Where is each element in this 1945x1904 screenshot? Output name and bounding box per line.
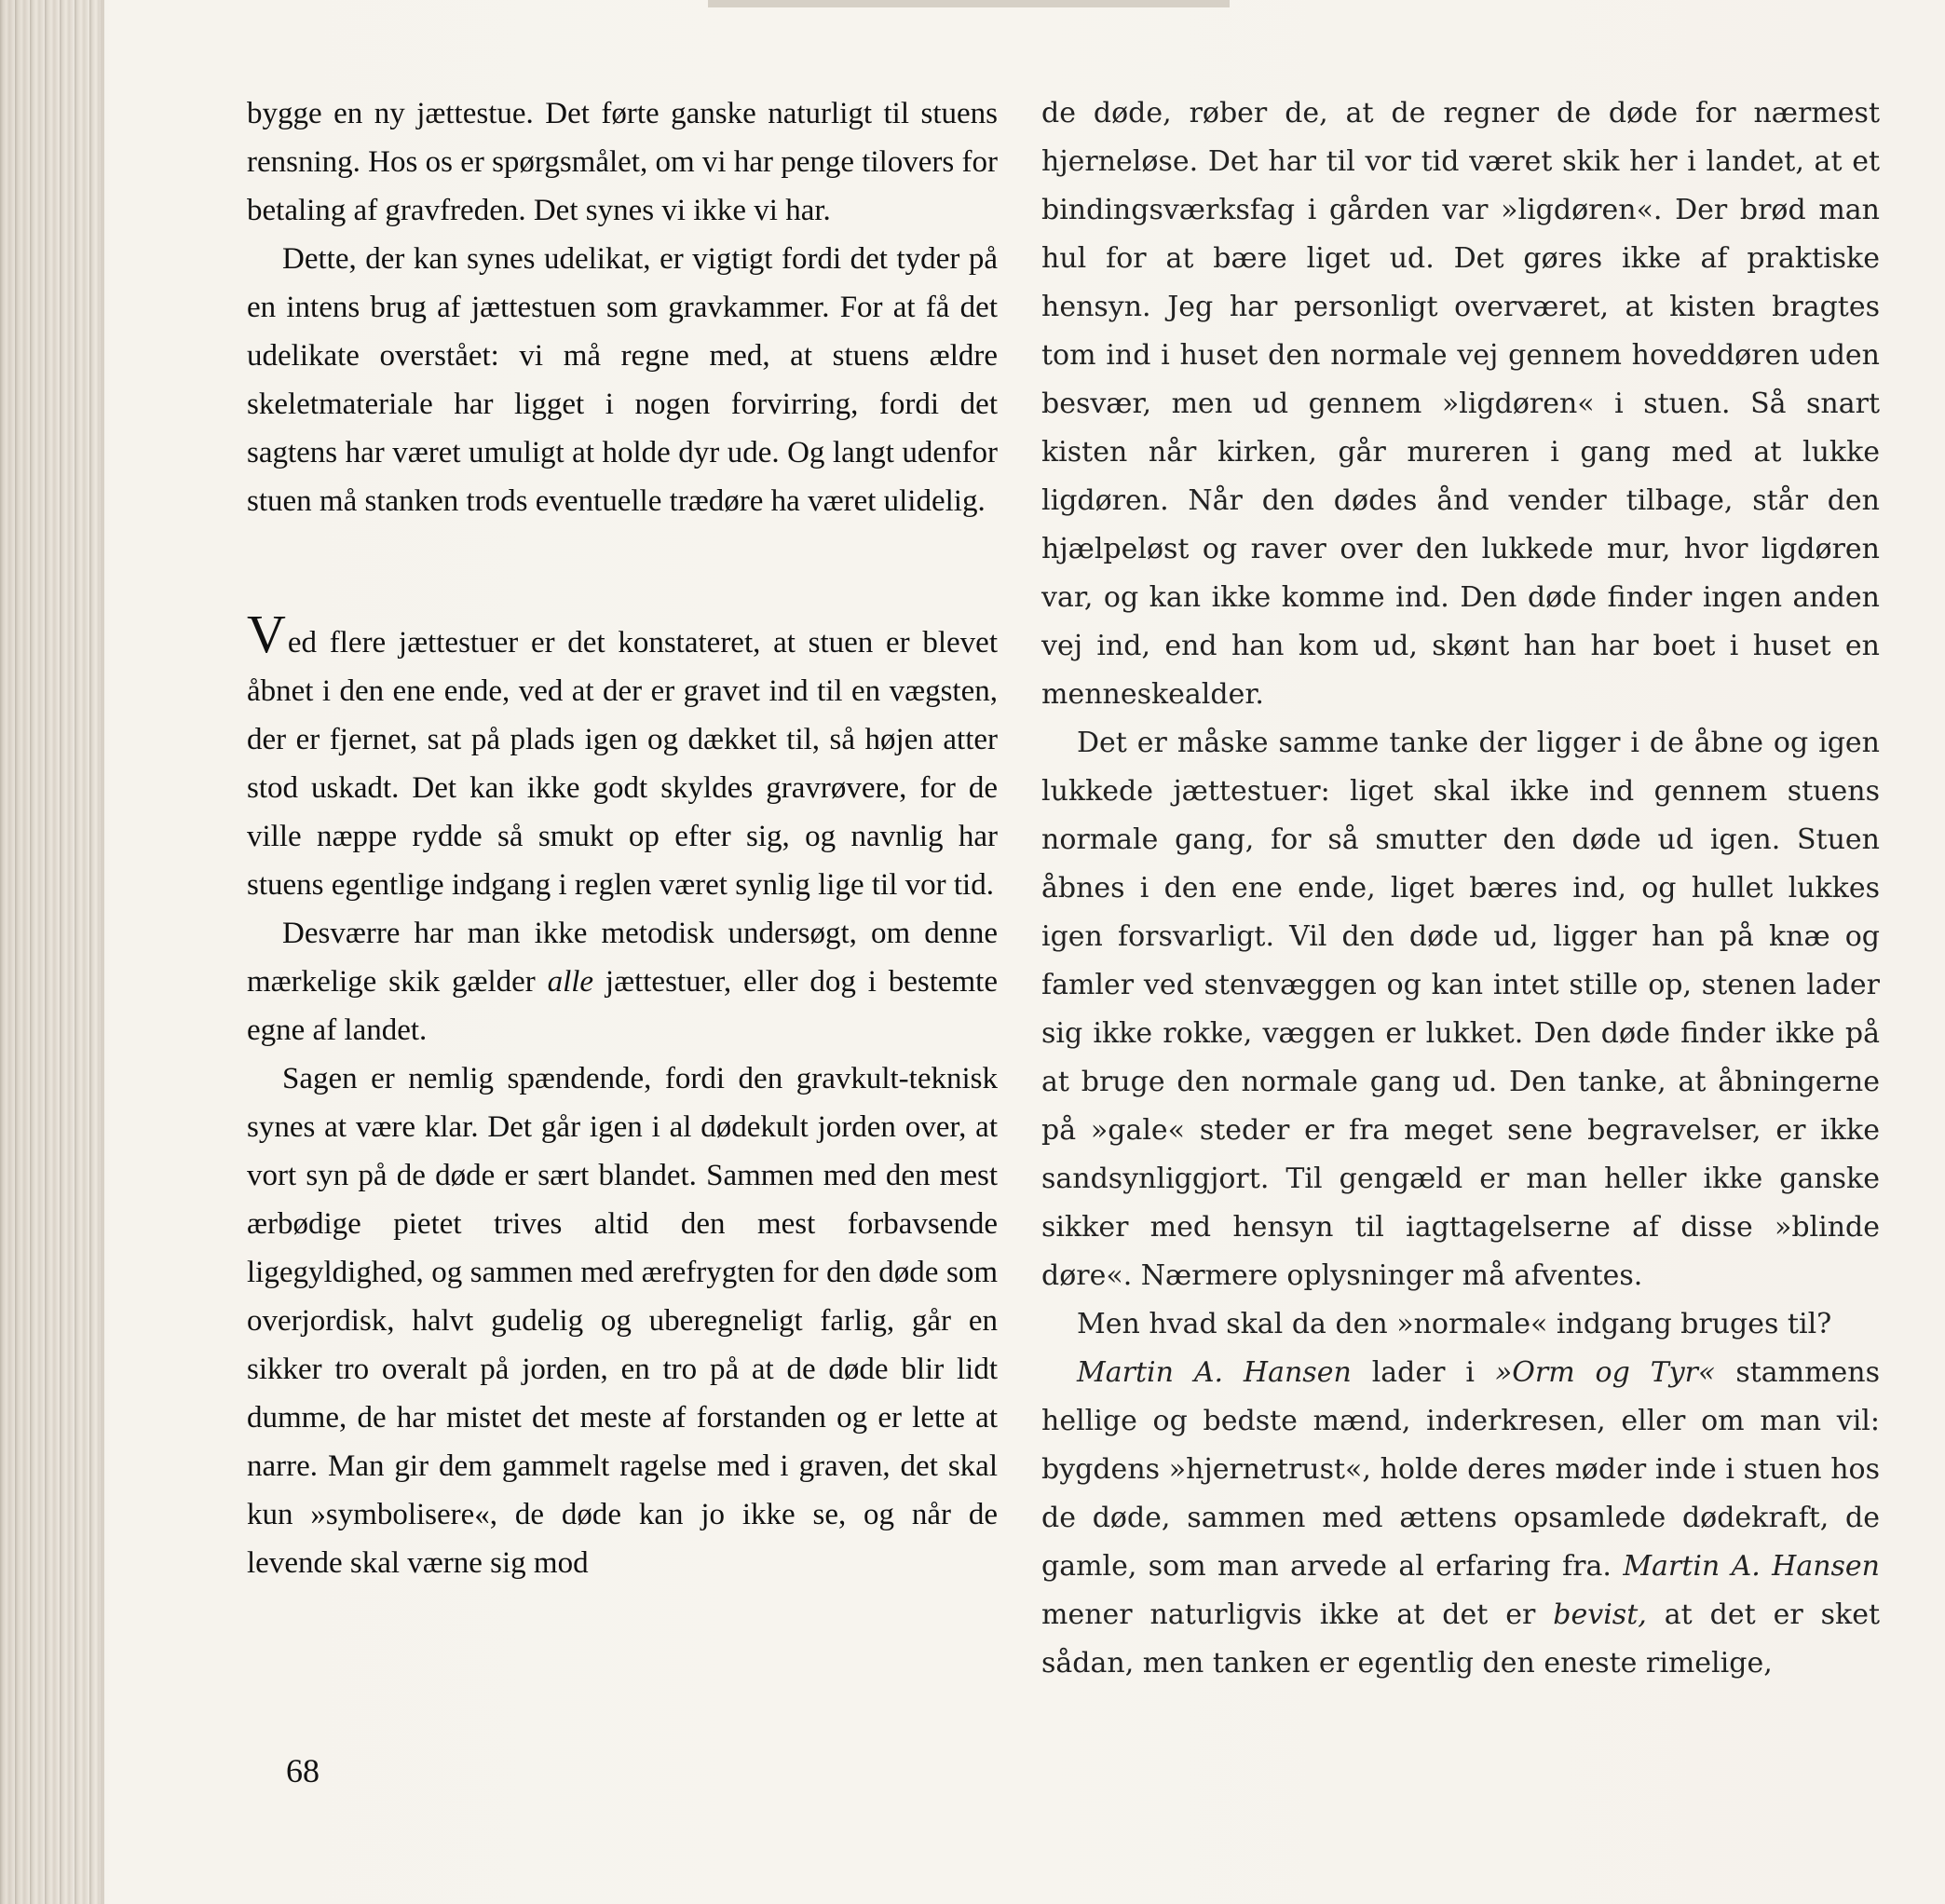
right-paragraph-4-text-2: stammens hellige og bedste mænd, inderkresen, eller om man vil: bygdens »hjernetrust«, holde deres møder inde i stuen hos de døde, sammen med ættens opsamlede dødekraft, de gamle, som man arvede al erfaring fra. [1041, 1356, 1881, 1583]
left-paragraph-3 [247, 604, 998, 909]
book-binding-edge [0, 0, 102, 1904]
left-text-column [247, 89, 998, 1587]
author-name-2: Martin A. Hansen [1623, 1550, 1880, 1583]
right-paragraph-1: de døde, røber de, at de regner de døde for nærmest hjerneløse. Det har til vor tid været skik her i landet, at et bindingsværksfag i gården var »ligdøren«. Der brød man hul for at bære liget ud. Det gøres ikke af praktiske hensyn. Jeg har personligt overværet, at kisten bragtes tom ind i huset den normale vej gennem hoveddøren uden besvær, men ud gennem »ligdøren« i stuen. Så snart kisten når kirken, går mureren i gang med at lukke ligdøren. Når den dødes ånd vender tilbage, står den hjælpeløst og raver over den lukkede mur, hvor ligdøren var, og kan ikke komme ind. Den døde finder ingen anden vej ind, end han kom ud, skønt han har boet i huset en menneskealder. [1041, 97, 1880, 711]
page-number: 68 [286, 1752, 320, 1789]
section-spacer [247, 525, 998, 619]
right-paragraph-4-text-1: lader i [1371, 1356, 1475, 1389]
right-paragraph-2: Det er måske samme tanke der ligger i de åbne og igen lukkede jættestuer: liget skal ikke ind gennem stuens normale gang, for så smutter den døde ud igen. Stuen åbnes i den ene ende, liget bæres ind, og hullet lukkes igen forsvarligt. Vil den døde ud, ligger han på knæ og famler ved stenvæggen og kan intet stille op, stenen lader sig ikke rokke, væggen er lukket. Den døde finder ikke på at bruge den normale gang ud. Den tanke, at åbningerne på »gale« steder er fra meget sene begravelser, er ikke sandsynliggjort. Til gengæld er man heller ikke ganske sikker med hensyn til iagttagelserne af disse »blinde døre«. Nærmere oplysninger må afventes. [1041, 727, 1880, 1292]
left-paragraph-5: Sagen er nemlig spændende, fordi den gravkult-teknisk synes at være klar. Det går igen i al dødekult jorden over, at vort syn på de døde er sært blandet. Sammen med den mest ærbødige pietet trives altid den mest forbavsende ligegyldighed, og sammen med ærefrygten for den døde som overjordisk, halvt gudelig og uberegneligt farlig, går en sikker tro overalt på jorden, en tro på at de døde blir lidt dumme, de har mistet det meste af forstanden og er lette at narre. Man gir dem gammelt ragelse med i graven, det skal kun »symbolisere«, de døde kan jo ikke se, og når de levende skal værne sig mod [247, 1062, 998, 1580]
left-paragraph-4-italic: alle [547, 965, 594, 999]
left-paragraph-4 [247, 909, 998, 1054]
italic-word-bevist: bevist, [1553, 1598, 1647, 1631]
left-paragraph-4-before: Desværre har man ikke metodisk undersøgt, om denne mærkelige skik gælder [247, 917, 998, 999]
left-paragraph-1: bygge en ny jættestue. Det førte ganske naturligt til stuens rensning. Hos os er spørgsmålet, om vi har penge tilovers for betaling af gravfreden. Det synes vi ikke vi har. [247, 97, 998, 227]
book-title: »Orm og Tyr« [1494, 1356, 1716, 1389]
right-paragraph-4-text-4: at det er sket sådan, men tanken er egentlig den eneste rimelige, [1041, 1598, 1881, 1680]
right-paragraph-4-text-3: mener naturligvis ikke at det er [1041, 1598, 1536, 1631]
page-top-shadow [708, 0, 1230, 7]
right-paragraph-3: Men hvad skal da den »normale« indgang bruges til? [1077, 1308, 1832, 1340]
right-paragraph-4 [1041, 1349, 1880, 1688]
left-paragraph-3-text: ed flere jættestuer er det konstateret, at stuen er blevet åbnet i den ene ende, ved at der er gravet ind til en vægsten, der er fjernet, sat på plads igen og dækket til, så højen atter stod uskadt. Det kan ikke godt skyldes gravrøvere, for de ville næppe rydde så smukt op efter sig, og navnlig har stuens egentlige indgang i reglen været synlig lige til vor tid. [247, 626, 998, 902]
drop-cap: V [247, 604, 286, 664]
author-name-1: Martin A. Hansen [1077, 1356, 1352, 1389]
left-paragraph-4-after: jættestuer, eller dog i bestemte egne af landet. [247, 965, 998, 1047]
left-paragraph-2: Dette, der kan synes udelikat, er vigtigt fordi det tyder på en intens brug af jættestuen som gravkammer. For at få det udelikate overstået: vi må regne med, at stuens ældre skeletmateriale har ligget i nogen forvirring, fordi det sagtens har været umuligt at holde dyr ude. Og langt udenfor stuen må stanken trods eventuelle trædøre ha været ulidelig. [247, 242, 998, 518]
right-text-column [1041, 89, 1880, 1688]
